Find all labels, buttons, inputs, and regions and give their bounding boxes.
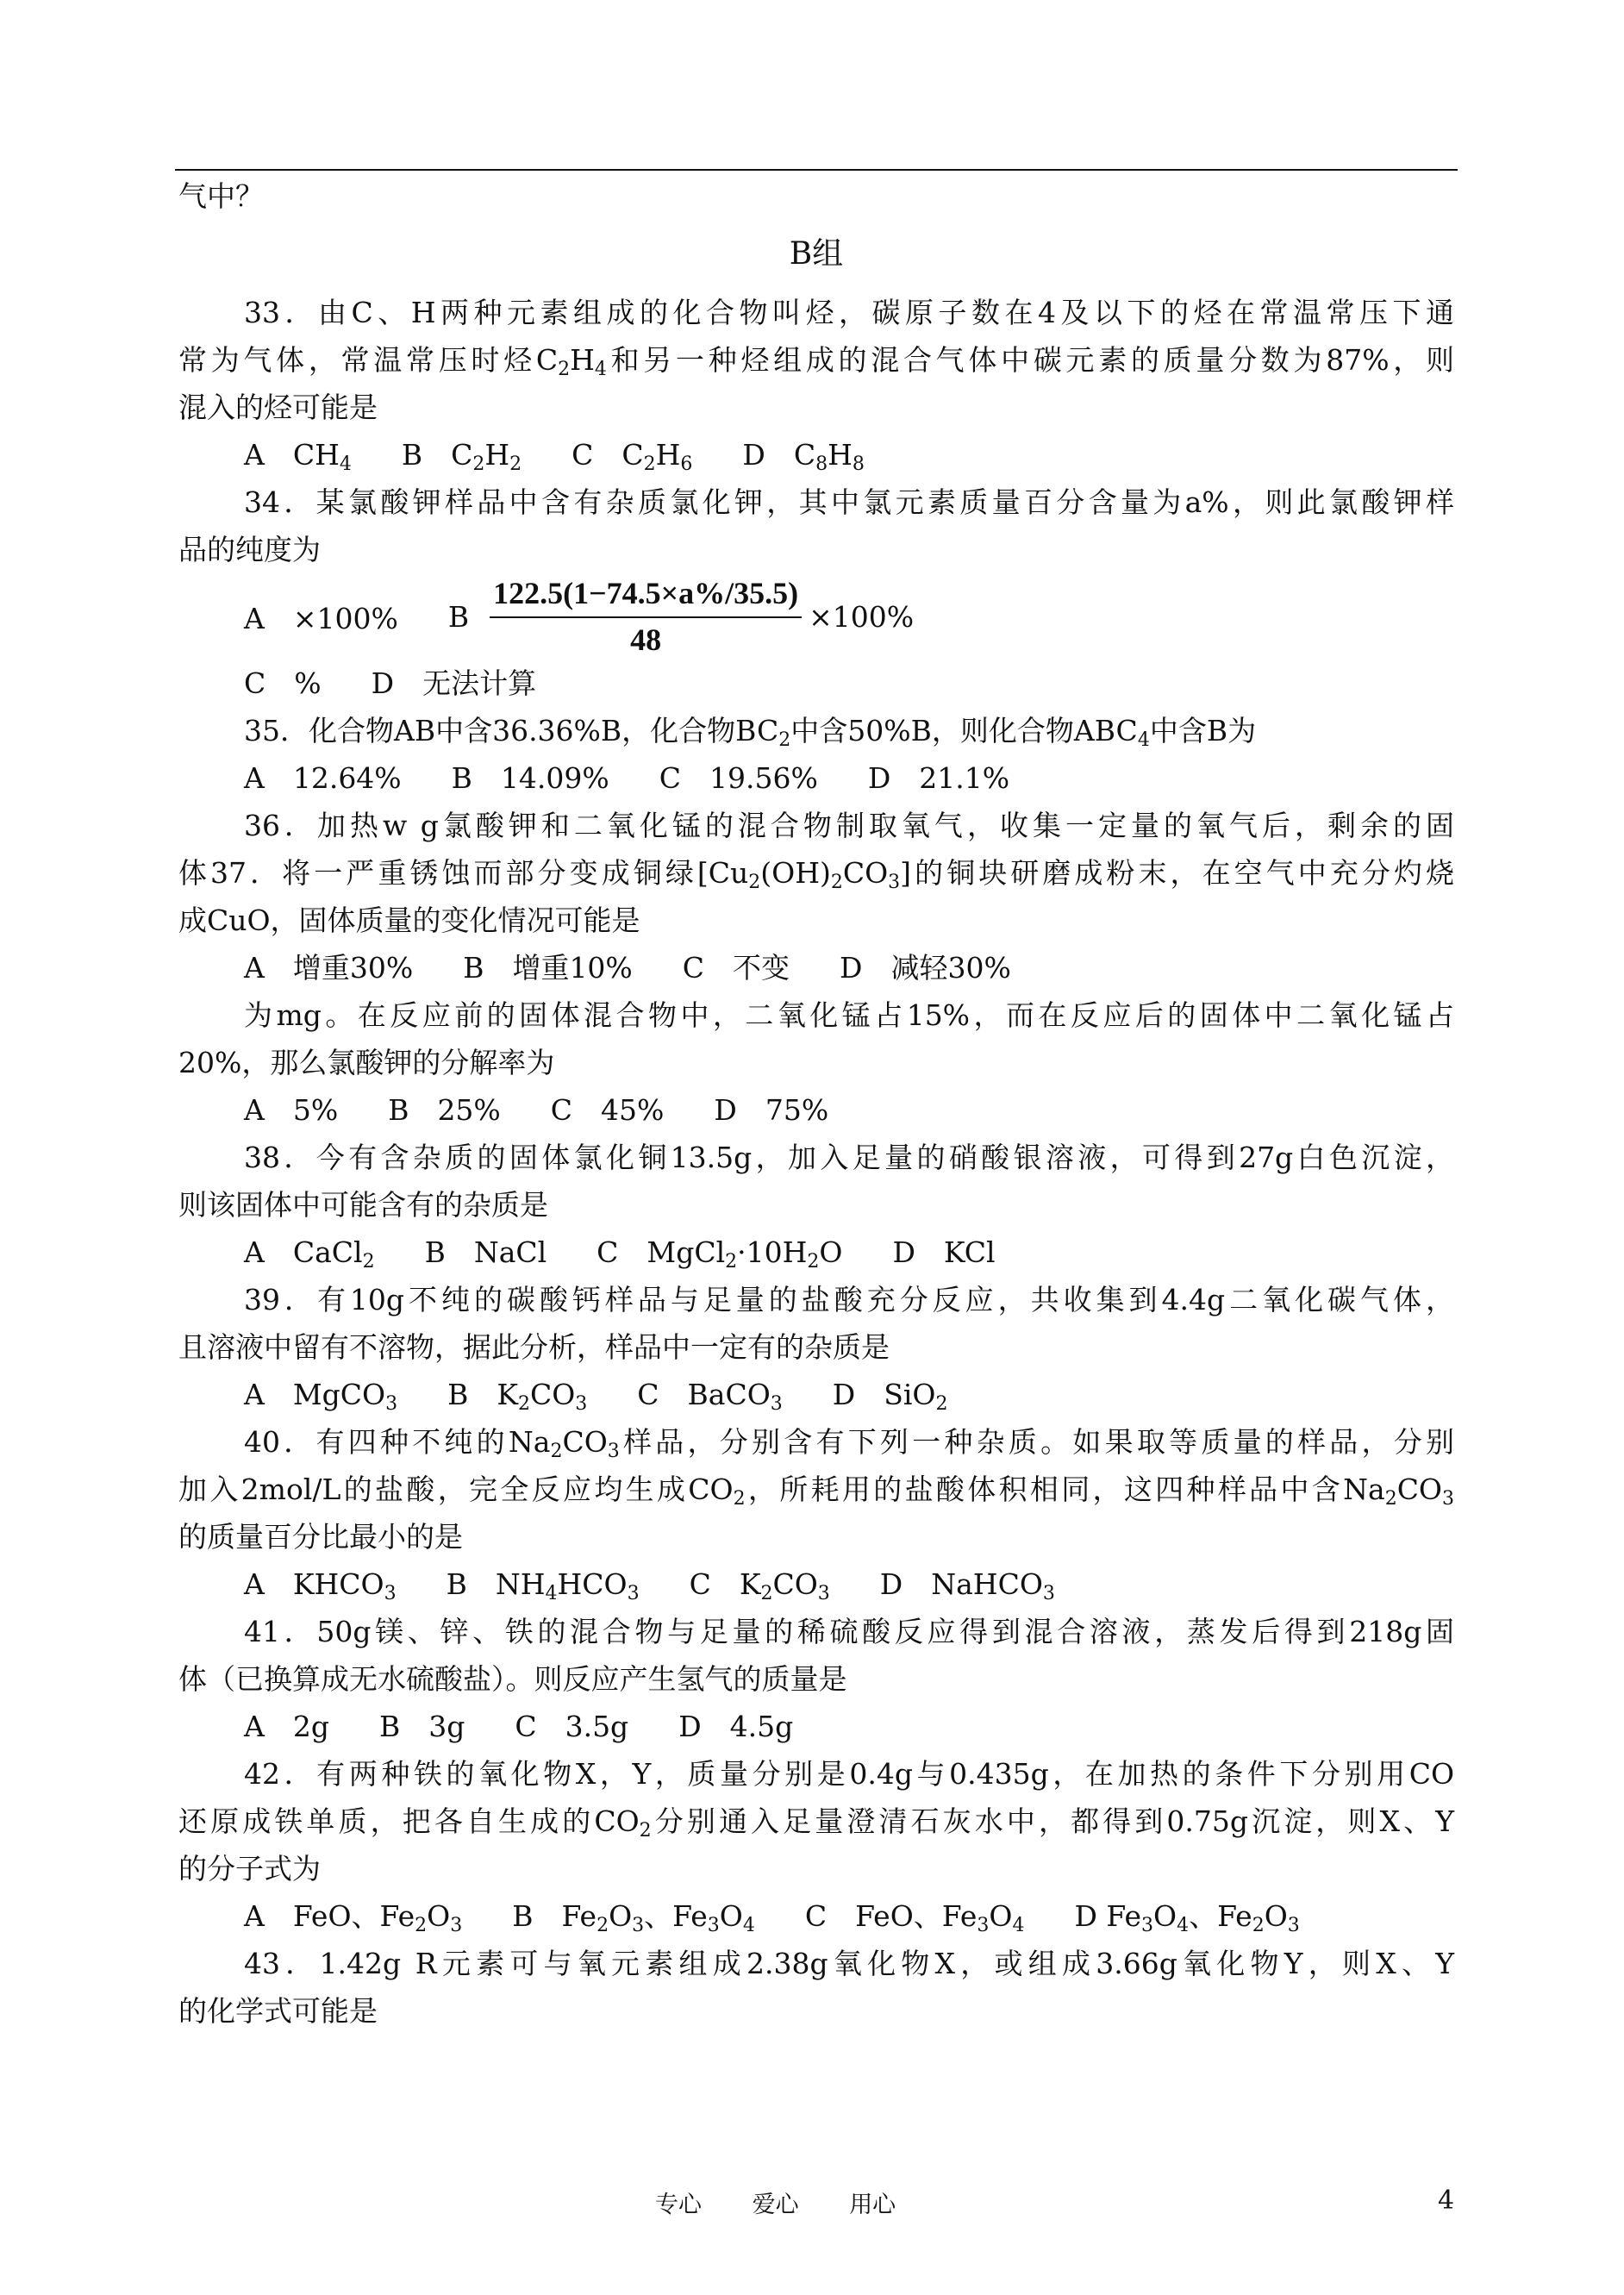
question-stem-line: 加入2mol/L的盐酸，完全反应均生成$CO_2$，所耗用的盐酸体积相同，这四种样品中含$Na_2CO_3$ <box>178 1473 1454 1510</box>
answer-option: D 减轻30% <box>840 951 1011 985</box>
footer-motto-2: 爱心 <box>752 2192 799 2218</box>
answer-option: A $KHCO_3$ <box>244 1567 397 1604</box>
question-stem-line: 且溶液中留有不溶物，据此分析，样品中一定有的杂质是 <box>178 1330 890 1364</box>
question-stem-line: 常为气体，常温常压时烃$C_2H_4$和另一种烃组成的混合气体中碳元素的质量分数为87%，则 <box>178 343 1454 380</box>
answer-option: C 19.56% <box>659 761 818 795</box>
answer-option-suffix: ×100% <box>809 599 915 634</box>
options-row <box>178 1892 1454 1940</box>
question-stem-line: 39．有10g不纯的碳酸钙样品与足量的盐酸充分反应，共收集到4.4g二氧化碳气体， <box>244 1283 1454 1316</box>
answer-option: C 不变 <box>682 951 790 985</box>
question-stem-line: 还原成铁单质，把各自生成的$CO_2$分别通入足量澄清石灰水中，都得到0.75g沉淀，则X、Y <box>178 1804 1454 1842</box>
question-stem-line: 的质量百分比最小的是 <box>178 1520 463 1554</box>
answer-option: A MgCO$_3$ <box>244 1378 398 1415</box>
answer-option: C FeO、$Fe_3O_4$ <box>804 1899 1025 1936</box>
question-stem-line: 则该固体中可能含有的杂质是 <box>178 1188 548 1222</box>
question-stem-line: 品的纯度为 <box>178 533 321 566</box>
answer-option: B 14.09% <box>451 761 609 795</box>
question-stem-line: 36．加热w g氯酸钾和二氧化锰的混合物制取氧气，收集一定量的氧气后，剩余的固 <box>244 809 1454 842</box>
options-row <box>178 1560 1454 1608</box>
question-stem-line: 43．1.42g R元素可与氧元素组成2.38g氧化物X，或组成3.66g氧化物Y，则X、Y <box>244 1947 1454 1980</box>
question-stem-line: 体37．将一严重锈蚀而部分变成铜绿$[Cu_2(OH)_2CO_3]$的铜块研磨成粉末，在空气中充分灼烧 <box>178 856 1454 893</box>
question-stem-line: 20%，那么氯酸钾的分解率为 <box>178 1046 555 1079</box>
answer-option: D 21.1% <box>867 761 1010 795</box>
page-content <box>178 172 1454 2035</box>
question-stem-line: 34．某氯酸钾样品中含有杂质氯化钾，其中氯元素质量百分含量为a%，则此氯酸钾样 <box>244 485 1454 519</box>
answer-option: B NaCl <box>424 1235 547 1269</box>
footer-motto <box>655 2186 939 2219</box>
question-block <box>178 289 1454 478</box>
answer-option: D NaHCO$_3$ <box>879 1567 1055 1604</box>
answer-option: C $C_2H_6$ <box>572 438 693 475</box>
answer-option: D SiO$_2$ <box>832 1378 948 1415</box>
question-stem-line: 38．今有含杂质的固体氯化铜13.5g，加入足量的硝酸银溶液，可得到27g白色沉淀， <box>244 1141 1454 1174</box>
continuation-text: 气中？ <box>178 179 264 213</box>
question-block <box>178 707 1454 802</box>
options-row <box>178 1229 1454 1276</box>
question-block <box>178 478 1454 707</box>
section-title: B组 <box>789 236 844 272</box>
answer-option: A $CH_4$ <box>244 438 352 475</box>
answer-option: B $NH_4HCO_3$ <box>446 1567 640 1604</box>
question-block <box>178 1134 1454 1276</box>
footer-motto-1: 专心 <box>655 2192 702 2218</box>
answer-option: B 3g <box>378 1710 465 1743</box>
answer-option: A 12.64% <box>244 761 402 795</box>
answer-option: B 增重10% <box>463 951 633 985</box>
question-stem-line: 为mg。在反应前的固体混合物中，二氧化锰占15%，而在反应后的固体中二氧化锰占 <box>244 998 1454 1032</box>
fraction-numerator: 122.5(1−74.5×a%/35.5) <box>490 575 802 618</box>
fraction-denominator: 48 <box>630 622 662 657</box>
question-block <box>178 1940 1454 2035</box>
answer-option: B $Fe_2O_3$、$Fe_3O_4$ <box>512 1899 755 1936</box>
question-block <box>178 1608 1454 1750</box>
answer-option: C 3.5g <box>515 1710 629 1743</box>
answer-option: D $Fe_3O_4$、$Fe_2O_3$ <box>1074 1899 1300 1936</box>
answer-option: C 45% <box>550 1093 665 1127</box>
answer-option: C $K_2CO_3$ <box>689 1567 830 1604</box>
answer-option: B $K_2CO_3$ <box>447 1378 588 1415</box>
formula-fraction <box>490 575 802 658</box>
options-row-fraction <box>178 573 1454 660</box>
question-stem-line: 混入的烃可能是 <box>178 391 378 424</box>
options-row <box>178 431 1454 478</box>
answer-option-label: B <box>447 599 470 634</box>
options-row <box>178 944 1454 991</box>
answer-option: A 增重30% <box>244 951 414 985</box>
options-row <box>178 1703 1454 1750</box>
answer-option: A 5% <box>244 1093 339 1127</box>
question-stem-line: 的分子式为 <box>178 1852 321 1885</box>
question-block <box>178 1276 1454 1418</box>
answer-option: B $C_2H_2$ <box>401 438 522 475</box>
question-stem-line: 体（已换算成无水硫酸盐）。则反应产生氢气的质量是 <box>178 1662 847 1696</box>
question-stem-line: 40．有四种不纯的$Na_2CO_3$样品，分别含有下列一种杂质。如果取等质量的样品，分别 <box>244 1425 1455 1462</box>
question-stem-line: 成CuO，固体质量的变化情况可能是 <box>178 904 640 937</box>
answer-option: C $MgCl_2\cdot 10H_2O$ <box>597 1235 843 1273</box>
question-stem-line: 的化学式可能是 <box>178 1994 378 2028</box>
answer-option: C % <box>244 666 322 700</box>
question-stem-line: 41．50g镁、锌、铁的混合物与足量的稀硫酸反应得到混合溶液，蒸发后得到218g固 <box>244 1615 1454 1648</box>
question-block <box>178 1418 1454 1608</box>
question-stem-line: 35．化合物AB中含36.36%B，化合物$BC_2$中含50%B，则化合物$ABC_4$中含B为 <box>244 714 1257 751</box>
options-row <box>178 1086 1454 1134</box>
answer-option: D KCl <box>892 1235 996 1269</box>
footer-motto-3: 用心 <box>849 2192 896 2218</box>
page-number: 4 <box>1438 2186 1455 2216</box>
question-list <box>178 289 1454 2035</box>
options-row <box>178 660 1454 707</box>
answer-option: A FeO、$Fe_2O_3$ <box>244 1899 463 1936</box>
question-block <box>178 1750 1454 1940</box>
answer-option: A ×100% <box>244 601 398 635</box>
answer-option: C BaCO$_3$ <box>637 1378 783 1415</box>
answer-option: D 无法计算 <box>371 666 537 700</box>
options-row <box>178 754 1454 802</box>
question-stem-line: 33．由C、H两种元素组成的化合物叫烃，碳原子数在4及以下的烃在常温常压下通 <box>244 296 1454 329</box>
question-stem-line: 42．有两种铁的氧化物X，Y，质量分别是0.4g与0.435g，在加热的条件下分别用CO <box>244 1757 1454 1791</box>
options-row <box>178 1371 1454 1418</box>
answer-option: D $C_8H_8$ <box>742 438 865 475</box>
header-rule <box>175 169 1458 171</box>
answer-option: B 25% <box>388 1093 501 1127</box>
answer-option: D 4.5g <box>678 1710 794 1743</box>
answer-option: A CaCl$_2$ <box>244 1235 375 1273</box>
question-block <box>178 802 1454 1134</box>
answer-option: D 75% <box>714 1093 829 1127</box>
answer-option: A 2g <box>244 1710 329 1743</box>
